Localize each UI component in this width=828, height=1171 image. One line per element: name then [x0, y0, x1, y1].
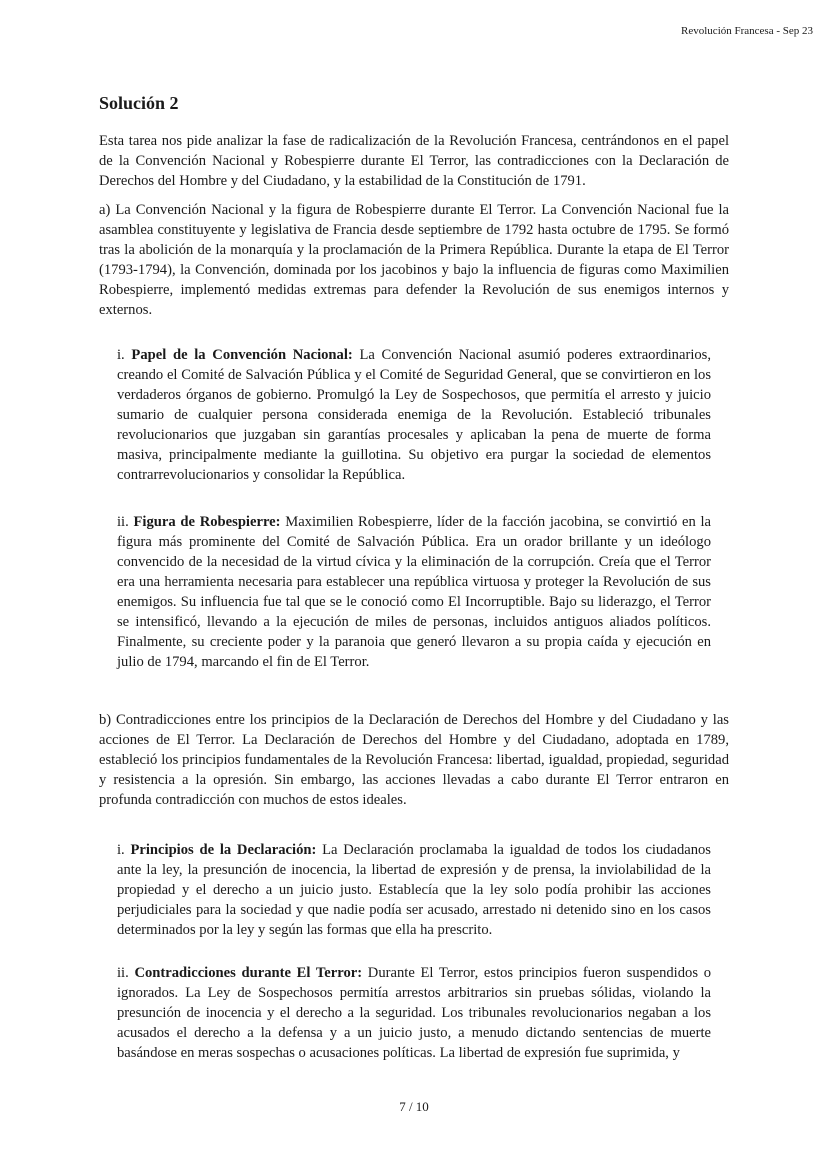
page-number: 7 / 10 — [399, 1099, 429, 1114]
part-b-paragraph: b) Contradicciones entre los principios de la Declaración de Derechos del Hombre y del Ciudadano y las acciones de El Terror. La Declaración de Derechos del Hombre y del Ciudadano, adoptada en 1789, estableció los principios fundamentales de la Revolución Francesa: libertad, igualdad, propiedad, seguridad y resistencia a la opresión. Sin embargo, las acciones llevadas a cabo durante El Terror entraron en profunda contradicción con muchos de estos ideales. — [99, 712, 729, 808]
item-number: ii. — [117, 514, 134, 530]
item-number: ii. — [117, 965, 135, 981]
part-b-item-1 — [117, 840, 711, 940]
item-heading: Papel de la Convención Nacional: — [131, 347, 353, 363]
item-text: La Convención Nacional asumió poderes extraordinarios, creando el Comité de Salvación Pública y el Comité de Seguridad General, que se convirtieron en los verdaderos órganos de gobierno. Promulgó la Ley de Sospechosos, que permitía el arresto y juicio sumario de cualquier persona considerada enemiga de la Revolución. Estableció tribunales revolucionarios que juzgaban sin garantías procesales y aplicaban la pena de muerte de forma masiva, principalmente mediante la guillotina. Su objetivo era purgar la sociedad de elementos contrarrevolucionarios y consolidar la República. — [117, 347, 711, 483]
item-heading: Principios de la Declaración: — [130, 842, 317, 858]
item-text: La Declaración proclamaba la igualdad de todos los ciudadanos ante la ley, la presunción de inocencia, la libertad de expresión y de prensa, la inviolabilidad de la propiedad y el derecho a un juicio justo. Establecía que la ley solo podía prohibir las acciones perjudiciales para la sociedad y que nadie podía ser acusado, arrestado ni detenido sino en los casos determinados por la ley y según las formas que ella ha prescrito. — [117, 842, 711, 938]
intro-paragraph: Esta tarea nos pide analizar la fase de radicalización de la Revolución Francesa, centrándonos en el papel de la Convención Nacional y Robespierre durante El Terror, las contradicciones con la Declaración de Derechos del Hombre y del Ciudadano, y la estabilidad de la Constitución de 1791. — [99, 133, 729, 189]
running-header: Revolución Francesa - Sep 23 — [681, 25, 813, 37]
item-text: Maximilien Robespierre, líder de la facción jacobina, se convirtió en la figura más prominente del Comité de Salvación Pública. Era un orador brillante y un ideólogo convencido de la necesidad de la virtud cívica y la eliminación de la corrupción. Creía que el Terror era una herramienta necesaria para establecer una república virtuosa y proteger la Revolución de sus enemigos. Su influencia fue tal que se le conoció como El Incorruptible. Bajo su liderazgo, el Terror se intensificó, llevando a la ejecución de miles de personas, incluidos antiguos aliados políticos. Finalmente, su creciente poder y la paranoia que generó llevaron a su propia caída y ejecución en julio de 1794, marcando el fin de El Terror. — [117, 514, 712, 670]
part-b-item-2 — [117, 963, 711, 1063]
item-heading: Contradicciones durante El Terror: — [134, 965, 363, 981]
item-number: i. — [117, 842, 131, 858]
item-number: i. — [117, 347, 132, 363]
part-a-paragraph: a) La Convención Nacional y la figura de Robespierre durante El Terror. La Convención Nacional fue la asamblea constituyente y legislativa de Francia desde septiembre de 1792 hasta octubre de 1795. Se formó tras la abolición de la monarquía y la proclamación de la Primera República. Durante la etapa de El Terror (1793-1794), la Convención, dominada por los jacobinos y bajo la influencia de figuras como Maximilien Robespierre, implementó medidas extremas para defender la Revolución de sus enemigos internos y externos. — [99, 202, 729, 318]
part-a-item-1 — [117, 345, 711, 485]
item-heading: Figura de Robespierre: — [133, 514, 281, 530]
part-a-item-2 — [117, 512, 711, 672]
item-text: Durante El Terror, estos principios fueron suspendidos o ignorados. La Ley de Sospechosos permitía arrestos arbitrarios sin pruebas sólidas, violando la presunción de inocencia y el derecho a la seguridad. Los tribunales revolucionarios negaban a los acusados el derecho a la defensa y a un juicio justo, a menudo dictando sentencias de muerte basándose en meras sospechas o acusaciones políticas. La libertad de expresión fue suprimida, y — [117, 965, 712, 1061]
section-title: Solución 2 — [99, 93, 179, 113]
